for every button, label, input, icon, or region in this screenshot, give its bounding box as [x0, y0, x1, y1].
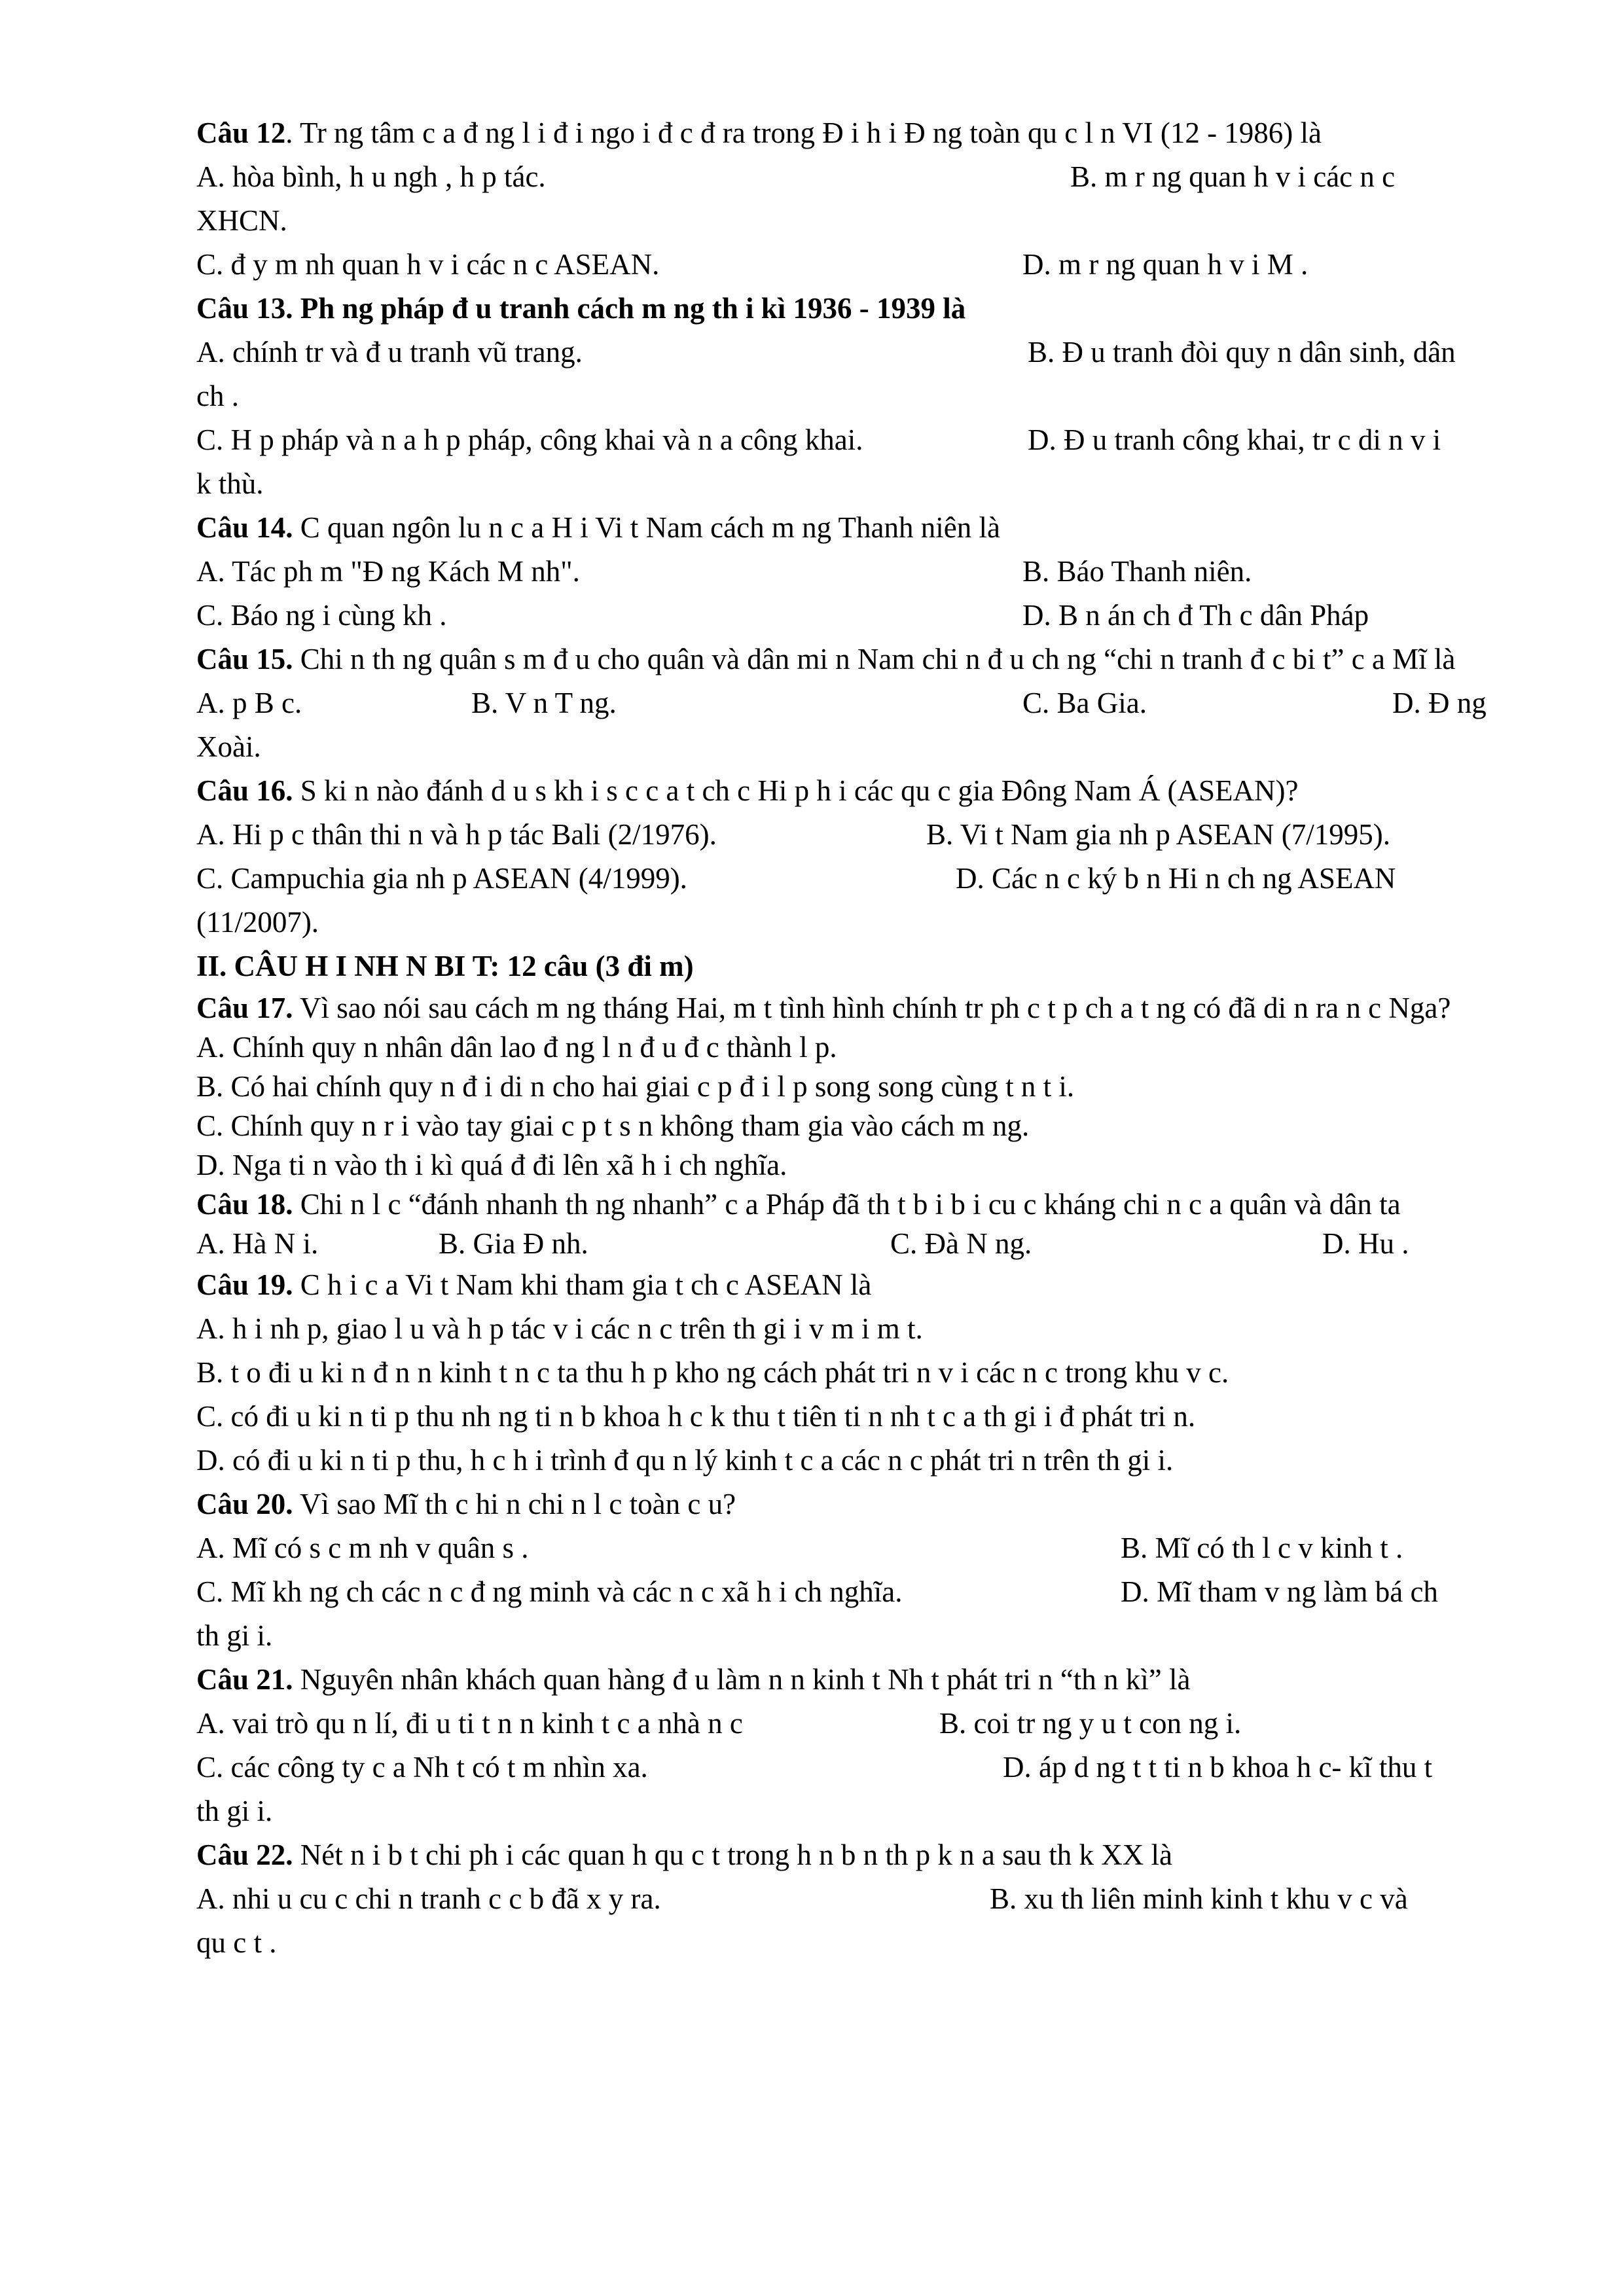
- question-17: [196, 988, 1512, 1185]
- option-b-head: B. xu th liên minh kinh t khu v c và: [990, 1882, 1408, 1915]
- option-row: [196, 681, 1512, 725]
- option-a: A. nhi u cu c chi n tranh c c b đã x y ra.: [196, 1882, 661, 1915]
- option-a: A. Chính quy n nhân dân lao đ ng l n đ u đ c thành l p.: [196, 1031, 837, 1064]
- question-number: Câu 20.: [196, 1488, 293, 1520]
- option-b-head: B. Đ u tranh đòi quy n dân sinh, dân: [1028, 336, 1456, 368]
- question-number: Câu 15.: [196, 643, 293, 675]
- option-row: [196, 1224, 1512, 1263]
- question-18: [196, 1185, 1512, 1263]
- option-row: [196, 813, 1512, 857]
- option-b: B. Gia Đ nh.: [439, 1227, 588, 1260]
- question-stem: [196, 1482, 1512, 1526]
- option-row: [196, 594, 1512, 637]
- question-text: Ph ng pháp đ u tranh cách m ng th i kì 1936 - 1939 là: [293, 292, 966, 325]
- option-c: C. đ y m nh quan h v i các n c ASEAN.: [196, 248, 660, 281]
- option-c: C. Mĩ kh ng ch các n c đ ng minh và các n c xã h i ch nghĩa.: [196, 1575, 903, 1608]
- option-d: D. B n án ch đ Th c dân Pháp: [1022, 599, 1369, 632]
- question-text: C quan ngôn lu n c a H i Vi t Nam cách m ng Thanh niên là: [293, 511, 1000, 544]
- option-d-tail: k thù.: [196, 467, 264, 500]
- question-text: Vì sao Mĩ th c hi n chi n l c toàn c u?: [293, 1488, 736, 1520]
- question-14: [196, 506, 1512, 637]
- option-row: [196, 1570, 1512, 1614]
- question-number: Câu 17.: [196, 992, 293, 1024]
- option-a: A. Mĩ có s c m nh v quân s .: [196, 1532, 529, 1564]
- option-b-tail: qu c t .: [196, 1926, 277, 1959]
- question-number: Câu 12: [196, 117, 286, 149]
- option-a: A. Hi p c thân thi n và h p tác Bali (2/1976).: [196, 818, 717, 851]
- exam-page: [196, 111, 1512, 1965]
- question-20: [196, 1482, 1512, 1658]
- question-text: Chi n th ng quân s m đ u cho quân và dân mi n Nam chi n đ u ch ng “chi n tranh đ c bi t” c a Mĩ là: [293, 643, 1456, 675]
- option-b-tail: ch .: [196, 380, 239, 412]
- option-c: C. Campuchia gia nh p ASEAN (4/1999).: [196, 862, 687, 895]
- question-number: Câu 22.: [196, 1839, 293, 1871]
- question-16: [196, 769, 1512, 944]
- question-number: Câu 16.: [196, 774, 293, 807]
- question-text: S ki n nào đánh d u s kh i s c c a t ch c Hi p h i các qu c gia Đông Nam Á (ASEAN)?: [293, 774, 1299, 807]
- question-stem: [196, 769, 1512, 813]
- question-15: [196, 637, 1512, 769]
- option-d-tail: th gi i.: [196, 1795, 273, 1827]
- question-number: Câu 19.: [196, 1268, 293, 1301]
- option-row: [196, 418, 1512, 462]
- option-d-tail: th gi i.: [196, 1619, 273, 1652]
- question-22: [196, 1833, 1512, 1965]
- option-d-head: D. Các n c ký b n Hi n ch ng ASEAN: [956, 862, 1396, 895]
- option-d-head: D. Mĩ tham v ng làm bá ch: [1121, 1575, 1438, 1608]
- option-d-head: D. Đ ng: [1392, 687, 1487, 719]
- option-row: [196, 1877, 1512, 1921]
- option-a: A. chính tr và đ u tranh vũ trang.: [196, 336, 583, 368]
- question-13: [196, 287, 1512, 506]
- option-b-tail: XHCN.: [196, 204, 287, 237]
- option-row: [196, 857, 1512, 901]
- option-row: [196, 1526, 1512, 1570]
- question-text: . Tr ng tâm c a đ ng l i đ i ngo i đ c đ ra trong Đ i h i Đ ng toàn qu c l n VI (12 - 1986) là: [285, 117, 1322, 149]
- question-number: Câu 21.: [196, 1663, 293, 1696]
- question-text: Nguyên nhân khách quan hàng đ u làm n n kinh t Nh t phát tri n “th n kì” là: [293, 1663, 1191, 1696]
- option-a: A. Tác ph m "Đ ng Kách M nh".: [196, 555, 580, 588]
- option-d-tail: (11/2007).: [196, 906, 319, 939]
- question-stem: [196, 1263, 1512, 1307]
- option-c: C. Chính quy n r i vào tay giai c p t s n không tham gia vào cách m ng.: [196, 1109, 1030, 1142]
- question-12: [196, 111, 1512, 287]
- option-row: [196, 243, 1512, 287]
- option-row: [196, 550, 1512, 594]
- question-21: [196, 1658, 1512, 1833]
- option-d: D. m r ng quan h v i M .: [1022, 248, 1308, 281]
- question-number: Câu 18.: [196, 1188, 293, 1221]
- option-d-head: D. áp d ng t t ti n b khoa h c- kĩ thu t: [1003, 1751, 1433, 1784]
- option-row: [196, 155, 1512, 199]
- option-d: D. có đi u ki n ti p thu, h c h i trình đ qu n lý kinh t c a các n c phát tri n trên th gi i.: [196, 1444, 1174, 1477]
- question-19: [196, 1263, 1512, 1482]
- option-a: A. Hà N i.: [196, 1227, 319, 1260]
- option-a: A. hòa bình, h u ngh , h p tác.: [196, 160, 546, 193]
- option-b-head: B. m r ng quan h v i các n c: [1070, 160, 1396, 193]
- question-stem: [196, 988, 1512, 1028]
- question-stem: [196, 1185, 1512, 1224]
- question-text: Nét n i b t chi ph i các quan h qu c t trong h n b n th p k n a sau th k XX là: [293, 1839, 1173, 1871]
- option-a: A. p B c.: [196, 687, 302, 719]
- option-row: [196, 1746, 1512, 1789]
- section-heading: II. CÂU H I NH N BI T: 12 câu (3 đi m): [196, 950, 694, 982]
- question-text: Vì sao nói sau cách m ng tháng Hai, m t tình hình chính tr ph c t p ch a t ng có đã di n ra n c Nga?: [293, 992, 1451, 1024]
- question-stem: [196, 637, 1512, 681]
- option-b: B. Vi t Nam gia nh p ASEAN (7/1995).: [926, 818, 1390, 851]
- option-d: D. Nga ti n vào th i kì quá đ đi lên xã h i ch nghĩa.: [196, 1149, 787, 1181]
- option-c: C. Báo ng i cùng kh .: [196, 599, 447, 632]
- option-c: C. H p pháp và n a h p pháp, công khai và n a công khai.: [196, 423, 863, 456]
- option-b: B. coi tr ng y u t con ng i.: [939, 1707, 1242, 1740]
- option-c: C. Ba Gia.: [1022, 687, 1147, 719]
- question-number: Câu 13.: [196, 292, 293, 325]
- option-b: B. t o đi u ki n đ n n kinh t n c ta thu h p kho ng cách phát tri n v i các n c trong khu v c.: [196, 1356, 1229, 1389]
- option-a: A. h i nh p, giao l u và h p tác v i các n c trên th gi i v m i m t.: [196, 1312, 923, 1345]
- question-stem: [196, 1833, 1512, 1877]
- option-d-head: D. Đ u tranh công khai, tr c di n v i: [1028, 423, 1441, 456]
- question-stem: [196, 287, 1512, 331]
- question-stem: [196, 1658, 1512, 1702]
- question-text: Chi n l c “đánh nhanh th ng nhanh” c a Pháp đã th t b i b i cu c kháng chi n c a quân và dân ta: [293, 1188, 1401, 1221]
- option-row: [196, 1702, 1512, 1746]
- option-b: B. V n T ng.: [471, 687, 617, 719]
- option-c: C. các công ty c a Nh t có t m nhìn xa.: [196, 1751, 648, 1784]
- option-c: C. có đi u ki n ti p thu nh ng ti n b khoa h c k thu t tiên ti n nh t c a th gi i đ phát tri n.: [196, 1400, 1196, 1433]
- option-c: C. Đà N ng.: [890, 1227, 1032, 1260]
- question-stem: [196, 111, 1512, 155]
- option-row: [196, 331, 1512, 374]
- option-a: A. vai trò qu n lí, đi u ti t n n kinh t c a nhà n c: [196, 1707, 743, 1740]
- option-b: B. Báo Thanh niên.: [1022, 555, 1252, 588]
- option-b: B. Mĩ có th l c v kinh t .: [1121, 1532, 1403, 1564]
- option-d-tail: Xoài.: [196, 730, 261, 763]
- option-b: B. Có hai chính quy n đ i di n cho hai giai c p đ i l p song song cùng t n t i.: [196, 1070, 1075, 1103]
- question-stem: [196, 506, 1512, 550]
- question-text: C h i c a Vi t Nam khi tham gia t ch c ASEAN là: [293, 1268, 872, 1301]
- option-d: D. Hu .: [1322, 1227, 1409, 1260]
- question-number: Câu 14.: [196, 511, 293, 544]
